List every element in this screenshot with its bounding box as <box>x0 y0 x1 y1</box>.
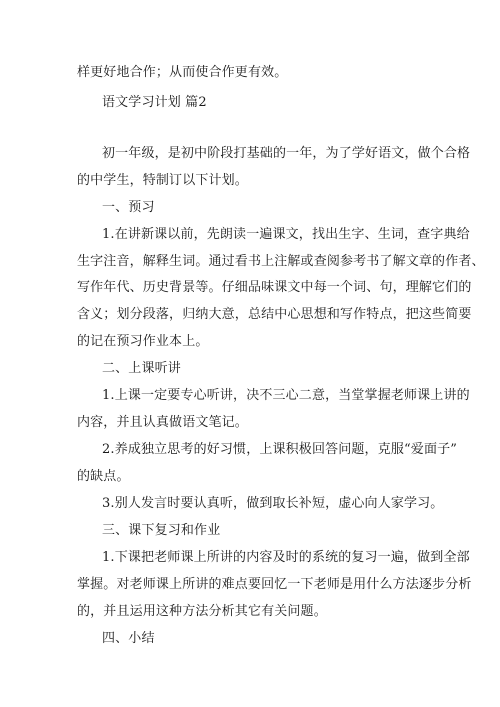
paragraph-line: 生字注音，解释生词。通过看书上注解或查阅参考书了解文章的作者、 <box>77 254 485 269</box>
heading-preview: 一、预习 <box>102 200 155 215</box>
paragraph-line: 写作年代、历史背景等。仔细品味课文中每一个词、句，理解它们的 <box>77 280 472 295</box>
heading-summary: 四、小结 <box>102 631 155 646</box>
paragraph-line: 2.养成独立思考的好习惯，上课积极回答问题，克服“爱面子” <box>102 442 458 457</box>
paragraph-line: 掌握。对老师课上所讲的难点要回忆一下老师是用什么方法逐步分析 <box>77 577 472 592</box>
paragraph-line: 的记在预习作业本上。 <box>77 334 209 349</box>
paragraph-line: 的中学生，特制订以下计划。 <box>77 173 248 188</box>
paragraph-line-continuation: 样更好地合作；从而使合作更有效。 <box>77 65 288 80</box>
paragraph-line: 1.上课一定要专心听讲，决不三心二意，当堂掌握老师课上讲的 <box>102 388 470 403</box>
paragraph-line: 含义；划分段落，归纳大意，总结中心思想和写作特点，把这些简要 <box>77 307 472 322</box>
paragraph-line: 1.下课把老师课上所讲的内容及时的系统的复习一遍，做到全部 <box>102 550 470 565</box>
heading-lecture: 二、上课听讲 <box>102 361 181 376</box>
paragraph-line: 初一年级，是初中阶段打基础的一年，为了学好语文，做个合格 <box>102 146 471 161</box>
paragraph-line: 的缺点。 <box>77 469 130 484</box>
paragraph-line: 3.别人发言时要认真听，做到取长补短，虚心向人家学习。 <box>102 496 444 511</box>
paragraph-line: 的，并且运用这种方法分析其它有关问题。 <box>77 604 327 619</box>
paragraph-line: 内容，并且认真做语文笔记。 <box>77 415 248 430</box>
paragraph-line: 1.在讲新课以前，先朗读一遍课文，找出生字、生词，查字典给 <box>102 227 470 242</box>
heading-review: 三、课下复习和作业 <box>102 523 221 538</box>
section-title: 语文学习计划 篇2 <box>102 95 207 110</box>
